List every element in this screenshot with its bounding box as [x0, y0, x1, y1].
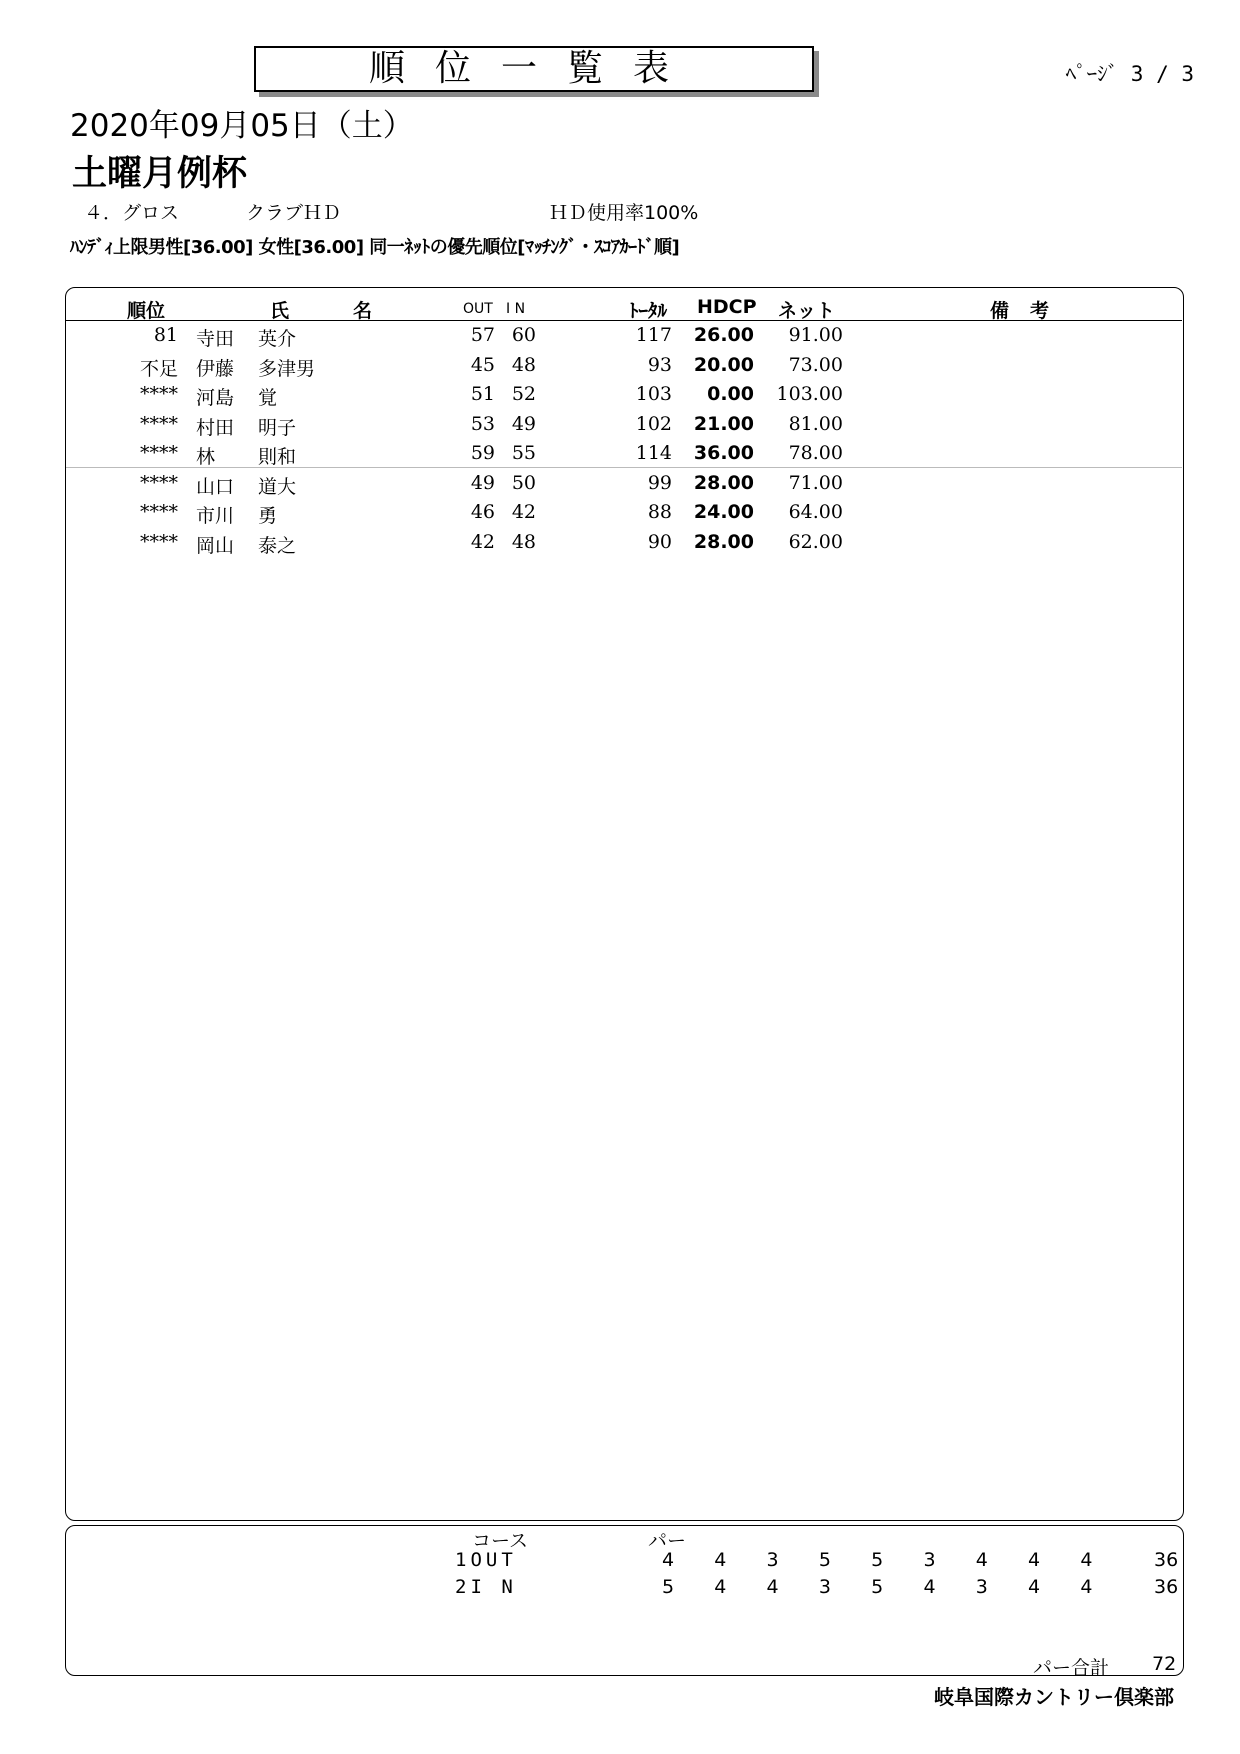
out-score: 42 [470, 530, 495, 553]
course-par-frame [65, 1525, 1184, 1676]
net-score: 78.00 [788, 442, 843, 464]
out-score: 53 [470, 412, 495, 435]
given-name: 勇 [258, 505, 278, 527]
hole-par: 3 [975, 1576, 988, 1598]
event-name: 土曜月例杯 [72, 154, 248, 194]
table-row [0, 469, 1240, 499]
family-name: 伊藤 [196, 357, 235, 380]
handicap: 24.00 [693, 501, 754, 523]
category: ４．グロス [84, 202, 180, 224]
rank: **** [140, 501, 178, 523]
given-name: 則和 [258, 446, 297, 468]
total-score: 93 [647, 353, 672, 376]
net-score: 64.00 [788, 501, 843, 523]
given-name: 覚 [258, 387, 278, 409]
table-row [0, 528, 1240, 558]
club-name: 岐阜国際カントリー倶楽部 [934, 1685, 1174, 1709]
col-name-family: 氏 [270, 300, 290, 322]
table-row [0, 498, 1240, 528]
hole-par: 4 [1080, 1576, 1093, 1598]
total-score: 88 [647, 501, 672, 523]
table-row [0, 410, 1240, 440]
rank: **** [140, 383, 178, 405]
net-score: 103.00 [776, 383, 843, 405]
in-score: 55 [511, 442, 536, 464]
rank: **** [140, 412, 178, 435]
rank: 不足 [139, 357, 178, 380]
course-label: コース [472, 1530, 529, 1552]
col-in: I N [506, 301, 526, 317]
course-par-sum: 36 [1154, 1576, 1179, 1598]
results-rows [0, 321, 1240, 557]
handicap-conditions: ﾊﾝﾃﾞｨ上限男性[36.00] 女性[36.00] 同一ﾈｯﾄの優先順位[ﾏｯﾁﾝｸﾞ・ｽｺｱｶｰﾄﾞ順] [70, 237, 680, 258]
given-name: 明子 [258, 416, 297, 439]
table-row [0, 321, 1240, 351]
handicap: 28.00 [693, 530, 754, 553]
total-score: 99 [647, 471, 672, 494]
rank: **** [140, 442, 178, 464]
col-hdcp: HDCP [697, 296, 757, 318]
given-name: 英介 [258, 328, 297, 350]
total-score: 114 [635, 442, 672, 464]
par-total-value: 72 [1152, 1653, 1177, 1675]
par-label: パー [648, 1530, 687, 1552]
in-score: 60 [511, 324, 536, 346]
col-rank: 順位 [127, 300, 166, 322]
family-name: 山口 [196, 475, 235, 498]
hole-par: 4 [1080, 1549, 1093, 1571]
handicap: 20.00 [693, 353, 754, 376]
col-note-2: 考 [1030, 300, 1050, 322]
rank: 81 [153, 324, 178, 346]
course-name: 1OUT [455, 1549, 517, 1571]
total-score: 117 [635, 324, 672, 346]
hole-par: 4 [714, 1549, 727, 1571]
total-score: 90 [647, 530, 672, 553]
out-score: 59 [470, 442, 495, 464]
out-score: 57 [470, 324, 495, 346]
handicap: 36.00 [693, 442, 754, 464]
family-name: 寺田 [196, 328, 235, 350]
col-net: ネット [778, 300, 836, 322]
in-score: 52 [511, 383, 536, 405]
handicap: 26.00 [693, 324, 754, 346]
family-name: 河島 [196, 387, 235, 409]
hole-par: 5 [661, 1576, 675, 1598]
hd-type: クラブＨＤ [246, 202, 342, 224]
col-total: ﾄｰﾀﾙ [629, 300, 668, 322]
rank: **** [140, 530, 178, 553]
given-name: 泰之 [258, 534, 297, 557]
hole-par: 4 [766, 1576, 779, 1598]
total-score: 102 [635, 412, 672, 435]
in-score: 48 [511, 353, 536, 376]
hole-par: 5 [818, 1549, 831, 1571]
course-name: 2I N [455, 1576, 517, 1598]
page-number: ﾍﾟｰｼﾞ 3 / 3 [1065, 62, 1194, 86]
given-name: 道大 [258, 475, 297, 498]
hole-par: 5 [871, 1549, 884, 1571]
out-score: 51 [470, 383, 495, 405]
in-score: 48 [511, 530, 536, 553]
hole-par: 3 [818, 1576, 831, 1598]
net-score: 71.00 [788, 471, 843, 494]
col-out: OUT [463, 301, 493, 317]
out-score: 45 [470, 353, 495, 376]
hd-rate: ＨＤ使用率100% [549, 202, 699, 224]
hole-par: 4 [975, 1549, 988, 1571]
net-score: 62.00 [788, 530, 843, 553]
report-title: 順位一覧表 [254, 46, 814, 92]
col-note-1: 備 [990, 300, 1010, 322]
family-name: 岡山 [196, 534, 235, 557]
handicap: 0.00 [707, 383, 754, 405]
in-score: 42 [511, 501, 536, 523]
handicap: 28.00 [693, 471, 754, 494]
hole-par: 3 [923, 1549, 936, 1571]
in-score: 49 [511, 412, 536, 435]
par-total-label: パー合計 [1033, 1657, 1110, 1679]
rank: **** [140, 471, 178, 494]
handicap: 21.00 [693, 412, 754, 435]
col-name-given: 名 [353, 300, 373, 322]
net-score: 91.00 [788, 324, 843, 346]
in-score: 50 [511, 471, 536, 494]
table-row [0, 439, 1240, 469]
given-name: 多津男 [258, 357, 316, 380]
course-par-sum: 36 [1154, 1549, 1179, 1571]
out-score: 49 [470, 471, 495, 494]
net-score: 73.00 [788, 353, 843, 376]
hole-par: 4 [1028, 1549, 1041, 1571]
out-score: 46 [470, 501, 495, 523]
hole-par: 4 [923, 1576, 936, 1598]
hole-par: 5 [871, 1576, 884, 1598]
net-score: 81.00 [788, 412, 843, 435]
event-date: 2020年09月05日（土） [70, 108, 414, 144]
hole-par: 4 [714, 1576, 727, 1598]
hole-par: 4 [661, 1549, 675, 1571]
family-name: 市川 [196, 505, 235, 527]
table-row [0, 351, 1240, 381]
table-row [0, 380, 1240, 410]
family-name: 村田 [196, 416, 235, 439]
family-name: 林 [196, 446, 216, 468]
hole-par: 3 [766, 1549, 779, 1571]
total-score: 103 [635, 383, 672, 405]
hole-par: 4 [1028, 1576, 1041, 1598]
